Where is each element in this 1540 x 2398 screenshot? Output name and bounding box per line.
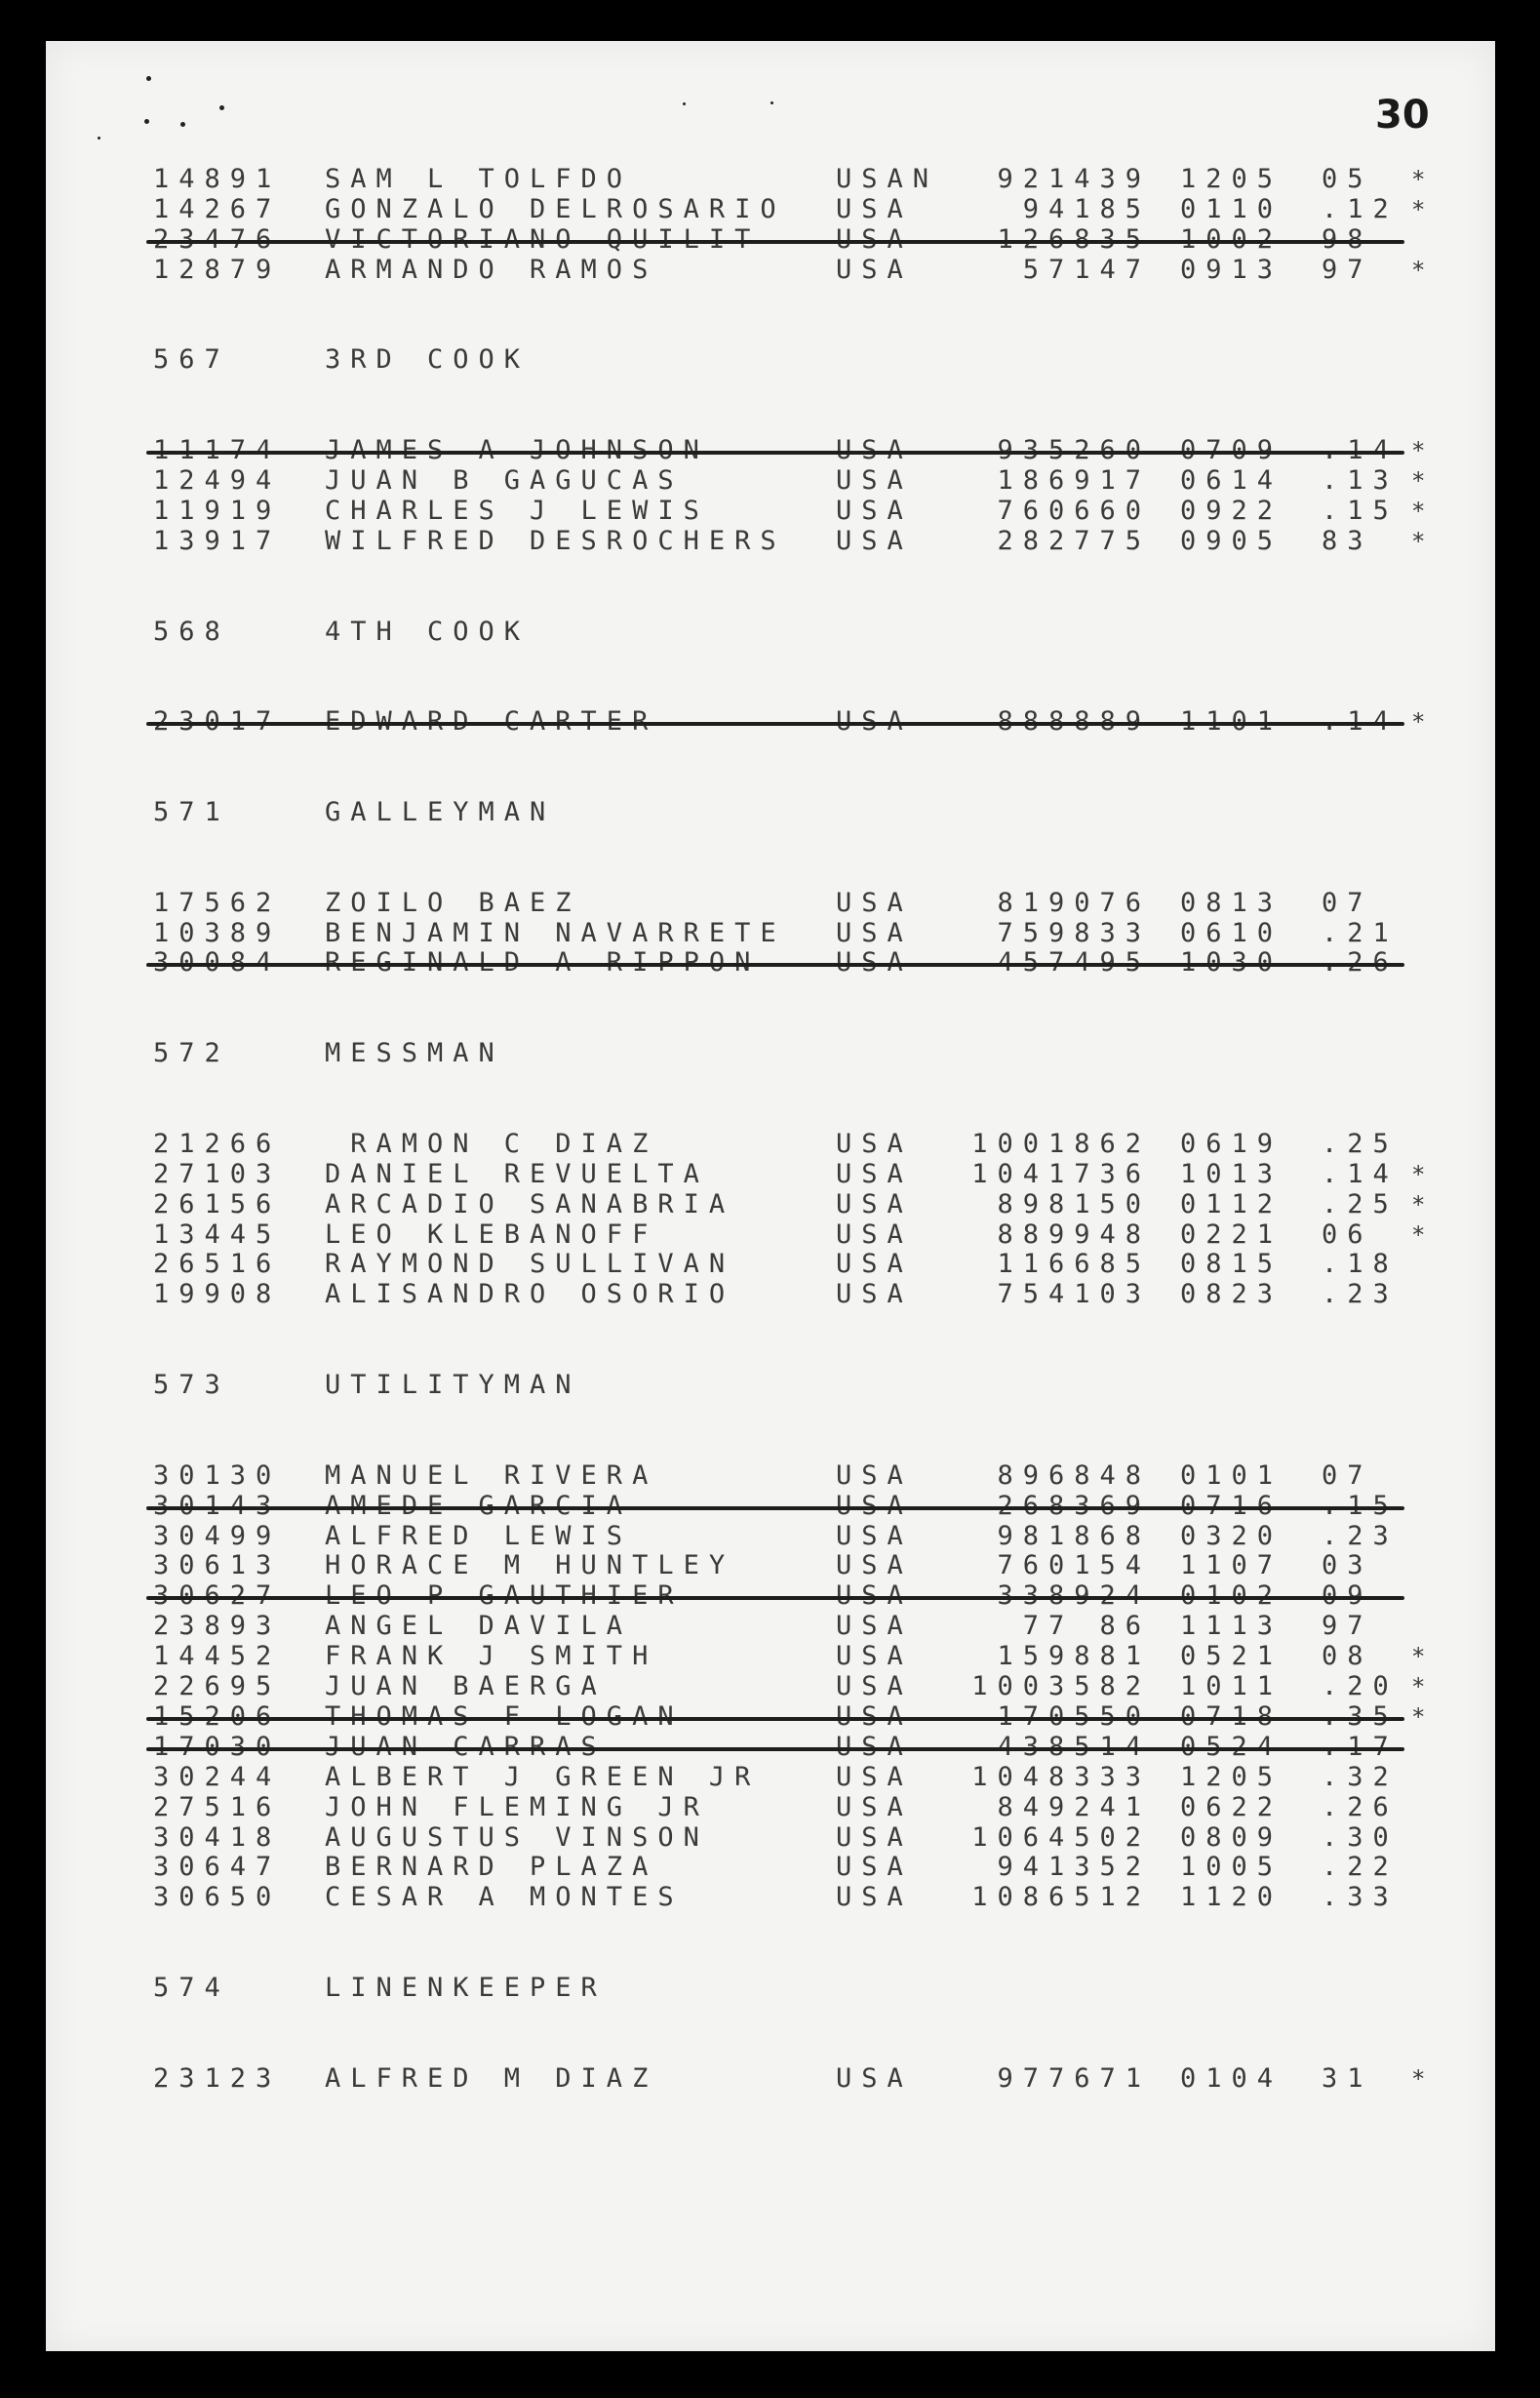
person-name: GONZALO DELROSARIO [325, 193, 786, 224]
asterisk-mark: * [1411, 497, 1436, 525]
nationality: USA [836, 1671, 913, 1701]
person-name: ALFRED M DIAZ [325, 2062, 658, 2094]
nationality: USA [836, 1219, 913, 1250]
rate-code: 83 [1322, 525, 1373, 556]
list-item [0, 1522, 1463, 1551]
date-code: 0913 [1180, 254, 1283, 285]
record-id: 11919 [153, 495, 282, 526]
date-code: 0809 [1180, 1821, 1283, 1853]
list-item [0, 195, 1463, 224]
section-title: 4TH COOK [325, 616, 531, 647]
reference-number: 760660 [997, 495, 1151, 526]
list-item [0, 1190, 1463, 1219]
person-name: RAMON C DIAZ [325, 1128, 658, 1159]
asterisk-mark: * [1411, 467, 1436, 495]
nationality: USAN [836, 164, 939, 194]
strikethrough-line [146, 240, 1404, 244]
reference-number: 159881 [997, 1641, 1151, 1672]
asterisk-mark: * [1411, 1190, 1436, 1219]
person-name: JUAN B GAGUCAS [325, 465, 684, 496]
section-code: 574 [153, 1973, 230, 2003]
list-item [0, 889, 1463, 918]
date-code: 0101 [1180, 1459, 1283, 1491]
person-name: SAM L TOLFDO [325, 164, 633, 194]
list-item [0, 466, 1463, 496]
record-id: 14891 [153, 164, 282, 194]
reference-number: 1003582 [971, 1671, 1151, 1701]
date-code: 0320 [1180, 1520, 1283, 1551]
rate-code: .26 [1322, 1791, 1399, 1822]
reference-number: 1086512 [971, 1882, 1151, 1913]
list-item [0, 1220, 1463, 1250]
record-id: 21266 [153, 1128, 282, 1159]
list-item [0, 919, 1463, 948]
list-item [0, 2064, 1463, 2094]
asterisk-mark: * [1411, 1643, 1436, 1671]
page-number: 30 [1375, 93, 1430, 138]
reference-number: 977671 [997, 2062, 1151, 2094]
rate-code: 97 [1322, 254, 1373, 285]
record-id: 30613 [153, 1550, 282, 1581]
asterisk-mark: * [1411, 256, 1436, 284]
record-id: 13917 [153, 525, 282, 556]
record-id: 17562 [153, 887, 282, 918]
rate-code: 31 [1322, 2062, 1373, 2094]
rate-code: .32 [1322, 1761, 1399, 1792]
list-item [0, 1763, 1463, 1792]
date-code: 1005 [1180, 1852, 1283, 1883]
record-id: 19908 [153, 1279, 282, 1310]
asterisk-mark: * [1411, 195, 1436, 223]
rate-code: .25 [1322, 1128, 1399, 1159]
section-title: LINENKEEPER [325, 1973, 607, 2003]
asterisk-mark: * [1411, 166, 1436, 193]
list-item [0, 1733, 1463, 1762]
nationality: USA [836, 1550, 913, 1581]
list-item [0, 1551, 1463, 1580]
date-code: 1205 [1180, 1761, 1283, 1792]
date-code: 1107 [1180, 1550, 1283, 1581]
section-code: 573 [153, 1370, 230, 1400]
nationality: USA [836, 1279, 913, 1310]
reference-number: 760154 [997, 1550, 1151, 1581]
person-name: CESAR A MONTES [325, 1882, 684, 1913]
nationality: USA [836, 525, 913, 556]
asterisk-mark: * [1411, 527, 1436, 555]
asterisk-mark: * [1411, 2064, 1436, 2093]
section-code: 567 [153, 344, 230, 376]
person-name: WILFRED DESROCHERS [325, 525, 786, 556]
reference-number: 896848 [997, 1459, 1151, 1491]
rate-code: 06 [1322, 1219, 1373, 1250]
reference-number: 921439 [997, 164, 1151, 194]
record-id: 30647 [153, 1852, 282, 1883]
list-item [0, 1853, 1463, 1882]
asterisk-mark: * [1411, 437, 1436, 465]
date-code: 1205 [1180, 164, 1283, 194]
record-id: 10389 [153, 917, 282, 948]
reference-number: 849241 [997, 1791, 1151, 1822]
rate-code: 07 [1322, 1459, 1373, 1491]
record-id: 26516 [153, 1249, 282, 1280]
reference-number: 819076 [997, 887, 1151, 918]
date-code: 0614 [1180, 465, 1283, 496]
rate-code: .12 [1322, 193, 1399, 224]
date-code: 0905 [1180, 525, 1283, 556]
rate-code: .33 [1322, 1882, 1399, 1913]
reference-number: 941352 [997, 1852, 1151, 1883]
nationality: USA [836, 193, 913, 224]
section-title: GALLEYMAN [325, 796, 556, 827]
nationality: USA [836, 2062, 913, 2094]
person-name: JUAN BAERGA [325, 1671, 607, 1701]
nationality: USA [836, 1761, 913, 1792]
person-name: HORACE M HUNTLEY [325, 1550, 735, 1581]
record-id: 26156 [153, 1188, 282, 1219]
person-name: ARCADIO SANABRIA [325, 1188, 735, 1219]
asterisk-mark: * [1411, 1673, 1436, 1700]
nationality: USA [836, 254, 913, 285]
list-item [0, 1250, 1463, 1279]
list-item [0, 1492, 1463, 1521]
list-item [0, 948, 1463, 978]
reference-number: 889948 [997, 1219, 1151, 1250]
list-item [0, 225, 1463, 255]
list-item [0, 1612, 1463, 1641]
section-title: UTILITYMAN [325, 1370, 581, 1400]
date-code: 0104 [1180, 2062, 1283, 2094]
person-name: ALFRED LEWIS [325, 1520, 633, 1551]
reference-number: 282775 [997, 525, 1151, 556]
list-item [0, 1160, 1463, 1189]
record-id: 14452 [153, 1641, 282, 1672]
reference-number: 759833 [997, 917, 1151, 948]
rate-code: .22 [1322, 1852, 1399, 1883]
reference-number: 116685 [997, 1249, 1151, 1280]
nationality: USA [836, 1641, 913, 1672]
list-item [0, 1672, 1463, 1701]
rate-code: 08 [1322, 1641, 1373, 1672]
person-name: JOHN FLEMING JR [325, 1791, 709, 1822]
strikethrough-line [146, 963, 1404, 967]
list-item [0, 256, 1463, 285]
section-code: 568 [153, 616, 230, 647]
list-item [0, 707, 1463, 737]
list-item [0, 1581, 1463, 1611]
reference-number: 77 86 [1022, 1611, 1151, 1642]
person-name: FRANK J SMITH [325, 1641, 658, 1672]
nationality: USA [836, 1821, 913, 1853]
list-item [0, 1702, 1463, 1732]
list-item [0, 1461, 1463, 1491]
strikethrough-line [146, 722, 1404, 726]
reference-number: 186917 [997, 465, 1151, 496]
reference-number: 94185 [1022, 193, 1151, 224]
date-code: 0610 [1180, 917, 1283, 948]
strikethrough-line [146, 1747, 1404, 1751]
strikethrough-line [146, 1596, 1404, 1600]
nationality: USA [836, 465, 913, 496]
record-id: 23893 [153, 1611, 282, 1642]
date-code: 0112 [1180, 1188, 1283, 1219]
date-code: 0110 [1180, 193, 1283, 224]
person-name: BENJAMIN NAVARRETE [325, 917, 786, 948]
rate-code: .23 [1322, 1279, 1399, 1310]
record-id: 30130 [153, 1459, 282, 1491]
list-item [0, 497, 1463, 526]
rate-code: .13 [1322, 465, 1399, 496]
person-name: DANIEL REVUELTA [325, 1158, 709, 1189]
nationality: USA [836, 1188, 913, 1219]
reference-number: 754103 [997, 1279, 1151, 1310]
record-id: 23123 [153, 2062, 282, 2094]
date-code: 0813 [1180, 887, 1283, 918]
person-name: RAYMOND SULLIVAN [325, 1249, 735, 1280]
nationality: USA [836, 887, 913, 918]
nationality: USA [836, 1852, 913, 1883]
list-item [0, 527, 1463, 556]
rate-code: .30 [1322, 1821, 1399, 1853]
record-id: 12879 [153, 254, 282, 285]
date-code: 1120 [1180, 1882, 1283, 1913]
nationality: USA [836, 1459, 913, 1491]
list-item [0, 1793, 1463, 1822]
list-item [0, 436, 1463, 465]
rate-code: .15 [1322, 495, 1399, 526]
strikethrough-line [146, 1717, 1404, 1721]
record-id: 14267 [153, 193, 282, 224]
rate-code: .14 [1322, 1158, 1399, 1189]
person-name: BERNARD PLAZA [325, 1852, 658, 1883]
nationality: USA [836, 1611, 913, 1642]
rate-code: 97 [1322, 1611, 1373, 1642]
record-id: 30499 [153, 1520, 282, 1551]
section-title: MESSMAN [325, 1038, 504, 1069]
section-title: 3RD COOK [325, 344, 531, 376]
person-name: CHARLES J LEWIS [325, 495, 709, 526]
list-item [0, 165, 1463, 194]
record-id: 27103 [153, 1158, 282, 1189]
nationality: USA [836, 1520, 913, 1551]
person-name: ALBERT J GREEN JR [325, 1761, 761, 1792]
date-code: 1113 [1180, 1611, 1283, 1642]
reference-number: 57147 [1022, 254, 1151, 285]
date-code: 0619 [1180, 1128, 1283, 1159]
nationality: USA [836, 1128, 913, 1159]
list-item [0, 1823, 1463, 1853]
list-item [0, 1130, 1463, 1159]
date-code: 1011 [1180, 1671, 1283, 1701]
date-code: 0221 [1180, 1219, 1283, 1250]
record-id: 12494 [153, 465, 282, 496]
date-code: 0815 [1180, 1249, 1283, 1280]
list-item [0, 1280, 1463, 1309]
person-name: AUGUSTUS VINSON [325, 1821, 709, 1853]
asterisk-mark: * [1411, 1160, 1436, 1188]
strikethrough-line [146, 1506, 1404, 1510]
record-id: 22695 [153, 1671, 282, 1701]
record-id: 30650 [153, 1882, 282, 1913]
person-name: MANUEL RIVERA [325, 1459, 658, 1491]
asterisk-mark: * [1411, 708, 1436, 737]
reference-number: 898150 [997, 1188, 1151, 1219]
nationality: USA [836, 917, 913, 948]
record-id: 27516 [153, 1791, 282, 1822]
reference-number: 1048333 [971, 1761, 1151, 1792]
list-item [0, 1642, 1463, 1671]
rate-code: .20 [1322, 1671, 1399, 1701]
person-name: ZOILO BAEZ [325, 887, 581, 918]
date-code: 0922 [1180, 495, 1283, 526]
rate-code: 07 [1322, 887, 1373, 918]
reference-number: 1064502 [971, 1821, 1151, 1853]
date-code: 1013 [1180, 1158, 1283, 1189]
rate-code: .25 [1322, 1188, 1399, 1219]
record-id: 30244 [153, 1761, 282, 1792]
nationality: USA [836, 1791, 913, 1822]
rate-code: .21 [1322, 917, 1399, 948]
nationality: USA [836, 1249, 913, 1280]
list-item [0, 1883, 1463, 1912]
strikethrough-line [146, 451, 1404, 455]
nationality: USA [836, 495, 913, 526]
record-id: 30418 [153, 1821, 282, 1853]
reference-number: 1001862 [971, 1128, 1151, 1159]
asterisk-mark: * [1411, 1220, 1436, 1249]
reference-number: 1041736 [971, 1158, 1151, 1189]
person-name: ANGEL DAVILA [325, 1611, 633, 1642]
date-code: 0521 [1180, 1641, 1283, 1672]
nationality: USA [836, 1158, 913, 1189]
rate-code: .23 [1322, 1520, 1399, 1551]
section-code: 571 [153, 796, 230, 827]
section-code: 572 [153, 1038, 230, 1069]
record-id: 13445 [153, 1219, 282, 1250]
asterisk-mark: * [1411, 1702, 1436, 1731]
person-name: ALISANDRO OSORIO [325, 1279, 735, 1310]
date-code: 0823 [1180, 1279, 1283, 1310]
rate-code: 05 [1322, 164, 1373, 194]
person-name: LEO KLEBANOFF [325, 1219, 658, 1250]
rate-code: .18 [1322, 1249, 1399, 1280]
date-code: 0622 [1180, 1791, 1283, 1822]
rate-code: 03 [1322, 1550, 1373, 1581]
nationality: USA [836, 1882, 913, 1913]
person-name: ARMANDO RAMOS [325, 254, 658, 285]
reference-number: 981868 [997, 1520, 1151, 1551]
